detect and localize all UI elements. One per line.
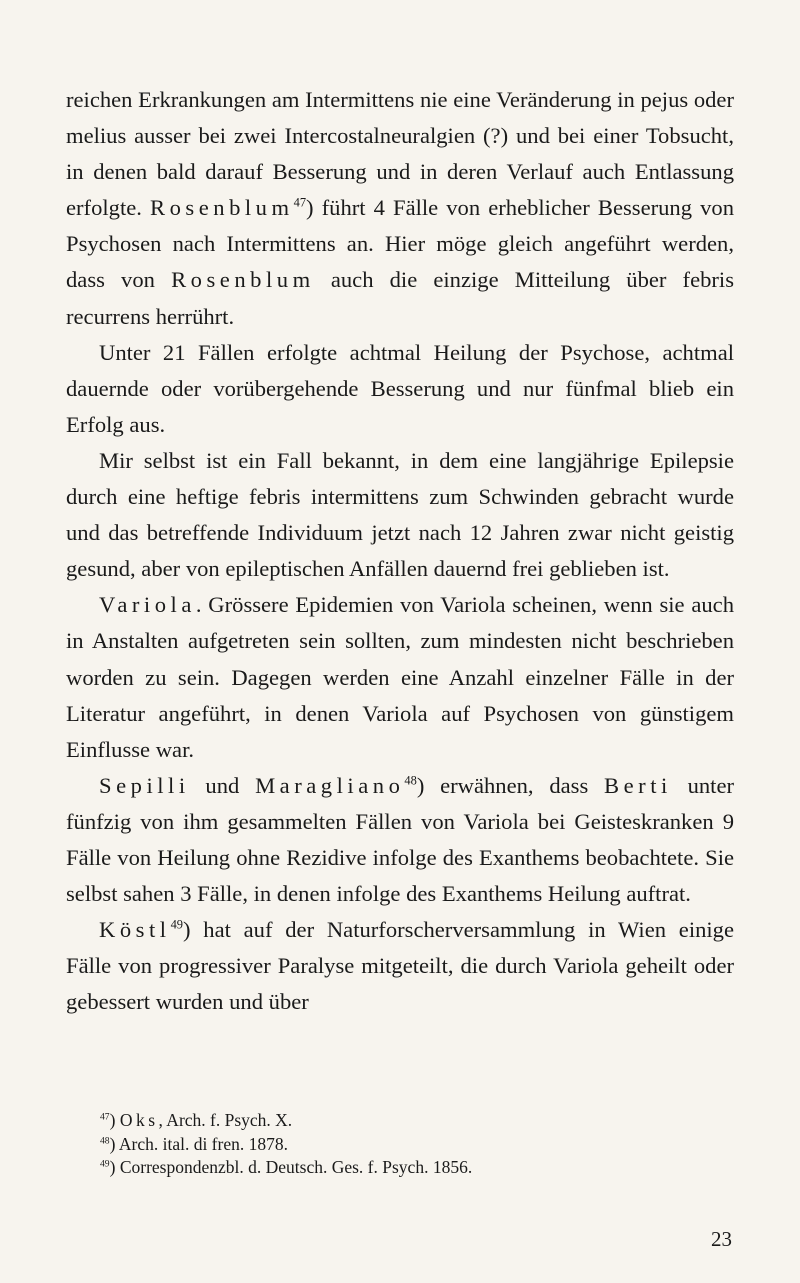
text-run: Unter 21 Fällen erfolgte achtmal Heilung der Psychose, achtmal dauernde oder vorübergehende Besserung und nur fünfmal blieb ein Erfolg aus. (66, 339, 734, 437)
paragraph (66, 587, 734, 767)
paragraph (66, 82, 734, 335)
author-name: Sepilli (99, 772, 190, 798)
author-name: Rosenblum (171, 267, 315, 293)
footnote-reference: 48 (404, 773, 417, 788)
footnote-number: 49 (100, 1158, 110, 1170)
text-run: . Grössere Epidemien von Variola scheinen, wenn sie auch in Anstalten aufgetreten sein sollten, zum mindesten nicht beschrieben worden zu sein. Dagegen werden eine Anzahl einzelner Fälle in der Literatur angeführt, in denen Variola auf Psychosen von günstigem Einflusse war. (66, 592, 734, 762)
paragraph (66, 335, 734, 443)
author-name: Maragliano (255, 772, 405, 798)
author-name: Variola (99, 592, 196, 618)
text-run: reichen Erkrankungen am Intermittens nie eine Veränderung in pejus oder melius ausser bei zwei Intercostalneuralgien (?) und bei einer Tobsucht, in denen bald darauf Besserung und in deren Verlauf auch Entlassung erfolgte. (66, 87, 734, 221)
text-run: unter fünfzig von ihm gesammelten Fällen von Variola bei Geisteskranken 9 Fälle von Heilung ohne Rezidive infolge des Exanthems beobachtete. Sie selbst sahen 3 Fälle, in denen infolge des Exanthems Heilung auftrat. (66, 772, 735, 907)
text-run: Correspondenzbl. d. Deutsch. Ges. f. Psych. 1856. (119, 1157, 473, 1177)
author-name: Rosenblum (149, 195, 294, 221)
author-name: Oks (119, 1110, 159, 1130)
footnote: $^{49}$) Correspondenzbl. d. Deutsch. Ges. f. Psych. 1856. (100, 1157, 473, 1177)
text-run: Arch. ital. di fren. 1878. (118, 1133, 288, 1154)
footnote-reference: 47 (293, 195, 307, 210)
text-run: Mir selbst ist ein Fall bekannt, in dem eine langjährige Epilepsie durch eine heftige febris intermittens zum Schwinden gebracht wurde und das betreffende Individuum jetzt nach 12 Jahren zwar nicht geistig gesund, aber von epileptischen Anfällen dauernd frei geblieben ist. (66, 447, 734, 582)
paragraph (66, 443, 734, 587)
footnote: $^{48}$) Arch. ital. di fren. 1878. (100, 1133, 288, 1154)
page-number: 23 (711, 1227, 732, 1251)
text-run: ) hat auf der Naturforscherversammlung in Wien einige Fälle von progressiver Paralyse mitgeteilt, die durch Variola geheilt oder gebessert wurden und über (66, 917, 734, 1015)
text-run: und (189, 772, 256, 798)
author-name: Berti (604, 772, 672, 798)
footnote-number: 47 (100, 1111, 110, 1123)
text-run: auch die einzige Mitteilung über febris recurrens herrührt. (66, 267, 734, 329)
body-text (66, 82, 734, 1020)
footnote-number: 48 (100, 1134, 110, 1146)
footnote-reference: 49 (170, 917, 183, 932)
paragraph (66, 912, 734, 1020)
text-run: , Arch. f. Psych. X. (158, 1110, 293, 1130)
text-run: ) führt 4 Fälle von erheblicher Besserung von Psychosen nach Intermittens an. Hier möge gleich angeführt werden, dass von (66, 195, 734, 293)
paragraph (66, 768, 734, 912)
footnote: $^{47}$) Oks, Arch. f. Psych. X. (100, 1110, 293, 1130)
author-name: Köstl (99, 917, 171, 943)
text-run: ) erwähnen, dass (416, 772, 605, 798)
footnotes (100, 1109, 734, 1180)
